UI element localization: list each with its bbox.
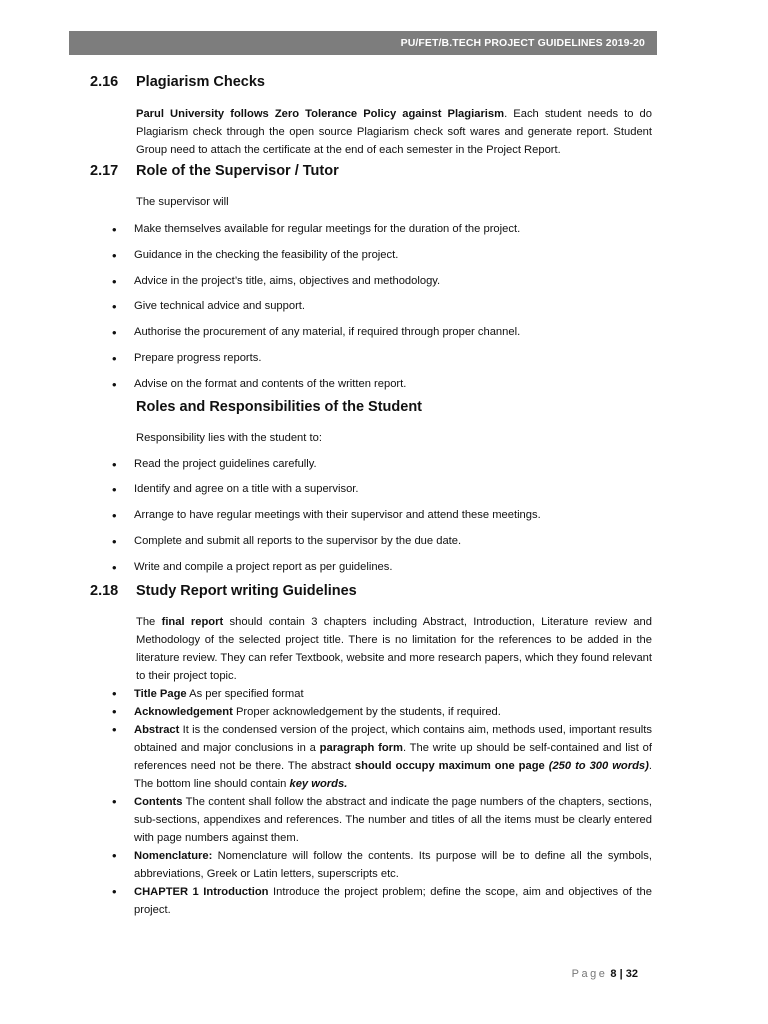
item-label: Acknowledgement (134, 705, 233, 718)
list-item: • Arrange to have regular meetings with their supervisor and attend these meetings. (90, 507, 652, 533)
item-text: The content shall follow the abstract and indicate the page numbers of the chapters, sections, sub-sections, appendixes and references. The number and titles of all the items must be clearly entered with page numbers against them. (134, 795, 652, 844)
item-text: Proper acknowledgement by the students, if required. (232, 705, 501, 718)
report-structure-list (90, 685, 652, 919)
policy-text: . Each student needs to do Plagiarism check through the open source Plagiarism check soft wares and generate report. Student Group need to attach the certificate at the end of each semester in the Project Report. (136, 108, 652, 156)
list-item-nomenclature (90, 847, 652, 883)
final-report-bold: final report (161, 615, 224, 628)
bold-italic-run: key words. (289, 777, 348, 790)
item-label: Nomenclature: (134, 849, 213, 862)
list-item-acknowledgement (90, 703, 652, 721)
list-item: • Guidance in the checking the feasibility of the project. (90, 247, 652, 273)
item-text: It is the condensed version of the project, which contains aim, methods used, important results obtained and major conclusions in a (134, 723, 652, 754)
list-item: • Identify and agree on a title with a supervisor. (90, 481, 652, 507)
list-item: • Read the project guidelines carefully. (90, 456, 652, 482)
policy-bold: Parul University follows Zero Tolerance Policy against Plagiarism (136, 108, 505, 120)
text-run: should contain 3 chapters including Abstract, Introduction, Literature review and Methodology of the selected project title. There is no limitation for the references to be added in the literature review. They can refer Textbook, website and more research papers, which they found relevant to their project topic. (136, 615, 652, 682)
item-label: Title Page (134, 687, 187, 700)
page-footer (572, 968, 638, 980)
page-content (90, 70, 652, 919)
text-run: The (136, 615, 162, 628)
list-item-abstract (90, 721, 652, 793)
total-pages: 32 (625, 968, 638, 980)
list-item: • Prepare progress reports. (90, 350, 652, 376)
list-item: • Advice in the project’s title, aims, objectives and methodology. (90, 273, 652, 299)
item-text: Introduce the project problem; define the scope, aim and objectives of the project. (134, 885, 653, 916)
student-intro: Responsibility lies with the student to: (136, 431, 322, 444)
report-intro-paragraph (136, 613, 652, 685)
page-word: Page (571, 968, 608, 980)
header-title: PU/FET/B.TECH PROJECT GUIDELINES 2019-20 (400, 37, 645, 49)
list-item: • Complete and submit all reports to the supervisor by the due date. (90, 533, 652, 559)
bold-run: paragraph form (319, 741, 403, 754)
student-responsibilities-list (90, 456, 652, 585)
list-item: • Authorise the procurement of any material, if required through proper channel. (90, 324, 652, 350)
page-separator: | (616, 968, 626, 980)
item-label: Contents (134, 795, 183, 808)
current-page-number: 8 (610, 968, 617, 980)
item-label: Abstract (134, 723, 180, 736)
list-item: • Give technical advice and support. (90, 298, 652, 324)
list-item-contents (90, 793, 652, 847)
section-title: Plagiarism Checks (136, 74, 265, 90)
list-item: • Write and compile a project report as per guidelines. (90, 559, 652, 585)
section-number: 2.18 (90, 582, 119, 599)
section-number: 2.17 (90, 163, 119, 179)
list-item-title-page (90, 685, 652, 703)
student-roles-heading: Roles and Responsibilities of the Student (136, 398, 422, 415)
bold-italic-run: (250 to 300 words) (548, 759, 649, 772)
running-header (69, 31, 657, 55)
list-item: • Advise on the format and contents of the written report. (90, 376, 652, 402)
section-heading-2-18 (90, 583, 652, 599)
section-title: Role of the Supervisor / Tutor (136, 163, 339, 179)
item-text: . The bottom line should contain (134, 759, 652, 790)
section-heading-2-17 (90, 163, 652, 179)
section-heading-2-16 (90, 74, 652, 90)
item-text: Nomenclature will follow the contents. Its purpose will be to define all the symbols, abbreviations, Greek or Latin letters, superscripts etc. (134, 849, 652, 880)
item-text: . The write up should be self-contained and list of references need not be there. The abstract (134, 741, 652, 772)
list-item: • Make themselves available for regular meetings for the duration of the project. (90, 221, 652, 247)
plagiarism-paragraph (136, 105, 652, 159)
supervisor-intro: The supervisor will (136, 196, 229, 208)
bold-run: should occupy maximum one page (354, 759, 545, 772)
section-title: Study Report writing Guidelines (136, 582, 357, 599)
item-text: As per specified format (186, 687, 304, 700)
supervisor-duties-list (90, 221, 652, 402)
section-number: 2.16 (90, 74, 119, 90)
list-item-chapter-1 (90, 883, 652, 919)
item-label: CHAPTER 1 Introduction (134, 885, 269, 898)
